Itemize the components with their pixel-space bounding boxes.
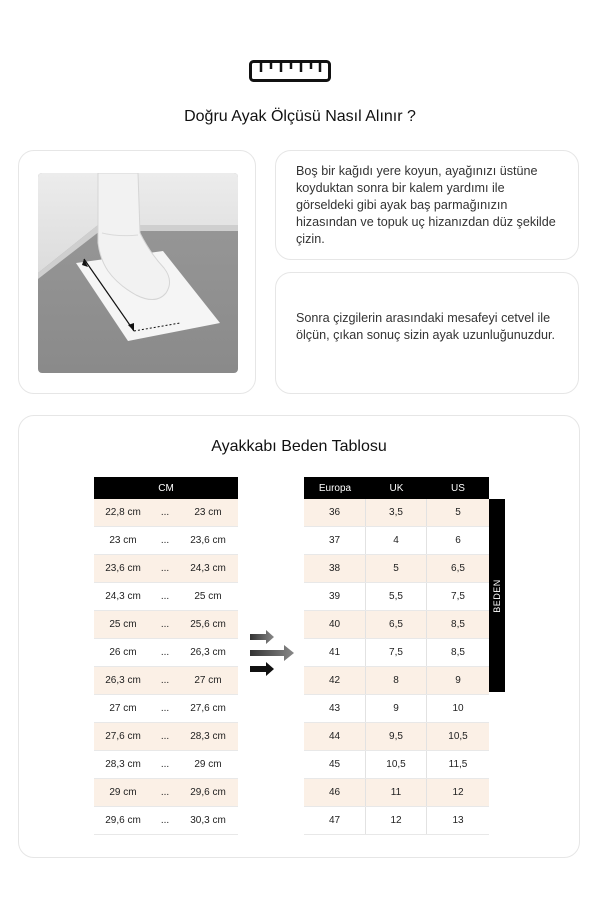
uk-size: 10,5 [366, 751, 427, 778]
cm-separator: ... [160, 647, 170, 658]
size-table-header [304, 477, 489, 499]
europa-size: 37 [304, 527, 366, 554]
cm-from: 24,3 cm [105, 591, 141, 602]
europa-size: 41 [304, 639, 366, 666]
cm-separator: ... [160, 731, 170, 742]
cm-from: 29,6 cm [105, 815, 141, 826]
cm-from: 23 cm [109, 535, 137, 546]
header-europa: Europa [318, 482, 352, 494]
us-size: 8,5 [451, 647, 465, 658]
step-1-text: Boş bir kağıdı yere koyun, ayağınızı üstüne koyduktan sonra bir kalem yardımı ile görseldeki gibi ayak baş parmağınızın hizasından ve topuk uç hizanızdan düz şekilde çizin. [296, 164, 556, 246]
cm-separator: ... [160, 619, 170, 630]
cm-separator: ... [160, 591, 170, 602]
cm-to: 27 cm [194, 675, 222, 686]
us-size: 12 [452, 787, 464, 798]
us-size: 6,5 [451, 563, 465, 574]
cm-table [94, 477, 238, 835]
size-row [304, 751, 489, 779]
cm-to: 25,6 cm [190, 619, 226, 630]
cm-to: 23,6 cm [190, 535, 226, 546]
us-size: 8,5 [451, 619, 465, 630]
cm-to: 23 cm [194, 507, 222, 518]
cm-to: 29,6 cm [190, 787, 226, 798]
size-row [304, 527, 489, 555]
cm-to: 25 cm [194, 591, 222, 602]
cm-row [94, 807, 238, 835]
cm-separator: ... [160, 759, 170, 770]
us-size: 5 [455, 507, 461, 518]
cm-separator: ... [160, 787, 170, 798]
size-row [304, 555, 489, 583]
header-us: US [451, 482, 465, 494]
size-table [304, 477, 489, 835]
cm-row [94, 751, 238, 779]
size-row [304, 667, 489, 695]
cm-to: 24,3 cm [190, 563, 226, 574]
size-row [304, 779, 489, 807]
cm-separator: ... [160, 815, 170, 826]
us-size: 6 [455, 535, 461, 546]
cm-row [94, 667, 238, 695]
size-row [304, 639, 489, 667]
us-size: 7,5 [451, 591, 465, 602]
cm-row [94, 695, 238, 723]
cm-row [94, 723, 238, 751]
foot-measuring-photo [38, 173, 238, 373]
uk-size: 9,5 [366, 723, 427, 750]
us-size: 11,5 [448, 759, 468, 770]
cm-separator: ... [160, 703, 170, 714]
cm-row [94, 611, 238, 639]
size-row [304, 583, 489, 611]
size-chart-title: Ayakkabı Beden Tablosu [211, 438, 387, 455]
europa-size: 39 [304, 583, 366, 610]
uk-size: 6,5 [366, 611, 427, 638]
step-2-text: Sonra çizgilerin arasındaki mesafeyi cetvel ile ölçün, çıkan sonuç sizin ayak uzunluğunuzdur. [296, 311, 556, 342]
page-title: Doğru Ayak Ölçüsü Nasıl Alınır ? [184, 108, 416, 125]
size-row [304, 723, 489, 751]
cm-row [94, 779, 238, 807]
uk-size: 8 [366, 667, 427, 694]
cm-row [94, 639, 238, 667]
cm-row [94, 499, 238, 527]
cm-from: 26,3 cm [105, 675, 141, 686]
step-2-card [275, 272, 579, 394]
beden-side-label: BEDEN [492, 578, 503, 613]
size-row [304, 611, 489, 639]
europa-size: 43 [304, 695, 366, 722]
europa-size: 46 [304, 779, 366, 806]
cm-separator: ... [160, 675, 170, 686]
europa-size: 36 [304, 499, 366, 526]
cm-from: 26 cm [109, 647, 137, 658]
cm-to: 27,6 cm [190, 703, 226, 714]
cm-separator: ... [160, 535, 170, 546]
cm-from: 22,8 cm [105, 507, 141, 518]
cm-from: 27 cm [109, 703, 137, 714]
size-row [304, 695, 489, 723]
uk-size: 5,5 [366, 583, 427, 610]
europa-size: 42 [304, 667, 366, 694]
europa-size: 47 [304, 807, 366, 834]
foot-photo-card [18, 150, 256, 394]
us-size: 10,5 [448, 731, 468, 742]
size-row [304, 499, 489, 527]
europa-size: 45 [304, 751, 366, 778]
uk-size: 9 [366, 695, 427, 722]
cm-separator: ... [160, 563, 170, 574]
us-size: 9 [455, 675, 461, 686]
cm-from: 29 cm [109, 787, 137, 798]
uk-size: 12 [366, 807, 427, 834]
cm-from: 23,6 cm [105, 563, 141, 574]
cm-row [94, 555, 238, 583]
header-uk: UK [389, 482, 404, 494]
uk-size: 4 [366, 527, 427, 554]
beden-side-label-wrap [489, 499, 505, 692]
uk-size: 3,5 [366, 499, 427, 526]
cm-from: 27,6 cm [105, 731, 141, 742]
arrows-right-icon [248, 628, 298, 678]
step-1-card [275, 150, 579, 260]
uk-size: 5 [366, 555, 427, 582]
cm-row [94, 527, 238, 555]
cm-from: 28,3 cm [105, 759, 141, 770]
cm-to: 26,3 cm [190, 647, 226, 658]
us-size: 10 [452, 703, 464, 714]
uk-size: 11 [366, 779, 427, 806]
size-row [304, 807, 489, 835]
cm-to: 28,3 cm [190, 731, 226, 742]
cm-to: 29 cm [194, 759, 222, 770]
cm-from: 25 cm [109, 619, 137, 630]
ruler-icon [249, 60, 331, 82]
europa-size: 44 [304, 723, 366, 750]
cm-separator: ... [160, 507, 170, 518]
uk-size: 7,5 [366, 639, 427, 666]
europa-size: 40 [304, 611, 366, 638]
europa-size: 38 [304, 555, 366, 582]
cm-row [94, 583, 238, 611]
us-size: 13 [452, 815, 464, 826]
cm-to: 30,3 cm [190, 815, 226, 826]
cm-table-header: CM [94, 477, 238, 499]
